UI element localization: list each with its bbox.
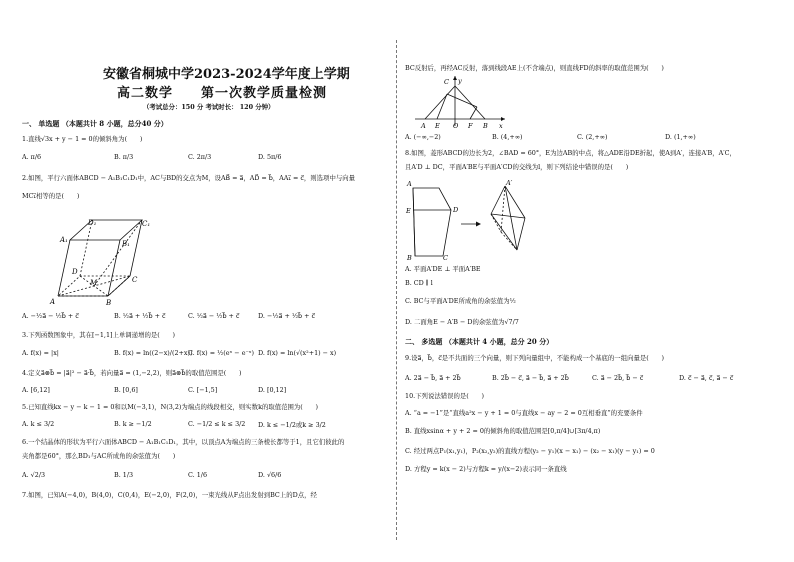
- label-D: D: [72, 268, 78, 276]
- q7-stem-line2: BC反射后，再经AC反射，落到线段AE上(不含端点)，则直线FD的斜率的取值范围为( ): [405, 64, 664, 72]
- label-F: F: [468, 122, 473, 130]
- label-B1: B₁: [122, 240, 130, 248]
- q7-option-d: D. (1,+∞): [665, 133, 696, 141]
- q8-option-a: A. 平面A′DE ⊥ 平面A′BE: [405, 265, 481, 273]
- q9-option-d: D. c⃗ − a⃗, c⃗, a⃗ − c⃗: [679, 374, 734, 382]
- label-C1: C₁: [142, 220, 151, 228]
- q5-option-b: B. k ≥ −1/2: [114, 420, 152, 428]
- label-A: A: [407, 180, 412, 188]
- right-column: [397, 0, 794, 562]
- q7-option-c: C. (2,+∞): [577, 133, 608, 141]
- light-reflection-figure: [411, 74, 507, 132]
- q9-stem: 9.设a⃗，b⃗，c⃗是不共面的三个向量，则下列向量组中，不能构成一个基底的一组向量是( ): [405, 354, 665, 362]
- q10-option-d: D. 方程y = k(x − 2)与方程k = y/(x−2)表示同一条直线: [405, 465, 567, 473]
- q8-option-d: D. 二面角E − A′B − D的余弦值为√7/7: [405, 318, 519, 326]
- label-O: O: [453, 122, 459, 130]
- label-C: C: [132, 276, 138, 284]
- q1-option-a: A. π/6: [22, 153, 42, 161]
- q2-option-d: D. −½a⃗ + ½b⃗ + c⃗: [258, 312, 316, 320]
- q2-option-b: B. ½a⃗ + ½b⃗ + c⃗: [114, 312, 166, 320]
- label-C: C: [444, 78, 449, 86]
- q6-stem-line1: 6.一个结晶体的形状为平行六面体ABCD − A₁B₁C₁D₁，其中，以顶点A为端点的三条棱长都等于1，且它们彼此的: [22, 438, 345, 446]
- label-M: M: [90, 279, 98, 287]
- rhombus-folding-figure: [405, 176, 535, 260]
- q10-option-c: C. 经过两点P₁(x₁,y₁)，P₂(x₂,y₂)的直线方程(y₂ − y₁)(x − x₁) − (x₂ − x₁)(y − y₁) = 0: [405, 447, 655, 455]
- q10-option-a: A. “a = −1”是“直线a²x − y + 1 = 0与直线x − ay − 2 = 0互相垂直”的充要条件: [405, 409, 643, 417]
- q8-option-c: C. BC与平面A′DE所成角的余弦值为½: [405, 297, 516, 305]
- q6-option-a: A. √2/3: [22, 471, 46, 479]
- q5-stem: 5.已知直线kx − y − k − 1 = 0和以M(−3,1)，N(3,2)为端点的线段相交，则实数k的取值范围为( ): [22, 403, 319, 411]
- q7-option-b: B. (4,+∞): [492, 133, 523, 141]
- q10-option-b: B. 直线xsinα + y + 2 = 0的倾斜角的取值范围是[0,π/4]∪[3π/4,π): [405, 427, 601, 435]
- q6-option-b: B. 1/3: [114, 471, 134, 479]
- q2-option-c: C. ½a⃗ − ½b⃗ + c⃗: [188, 312, 240, 320]
- q7-option-a: A. (−∞,−2): [405, 133, 441, 141]
- q8-option-b: B. CD ∥ l: [405, 279, 433, 287]
- label-B: B: [483, 122, 488, 130]
- q4-stem: 4.定义a⃗⊗b⃗ = |a⃗|² − a⃗·b⃗，若向量a⃗ = (1,−2,2)，则a⃗⊗b⃗的取值范围是( ): [22, 369, 242, 377]
- exam-info: （考试总分：150 分 考试时长： 120 分钟）: [143, 103, 275, 111]
- q6-option-c: C. 1/6: [188, 471, 208, 479]
- q5-option-a: A. k ≤ 3/2: [22, 420, 55, 428]
- label-A: A: [50, 298, 56, 306]
- q9-option-c: C. a⃗ − 2b⃗, b⃗ − c⃗: [592, 374, 644, 382]
- q3-option-d: D. f(x) = ln(√(x²+1) − x): [258, 349, 337, 357]
- label-D: D: [453, 206, 459, 214]
- q3-option-b: B. f(x) = ln((2−x)/(2+x)): [114, 349, 193, 357]
- q5-option-c: C. −1/2 ≤ k ≤ 3/2: [188, 420, 246, 428]
- q7-stem-line1: 7.如图，已知A(−4,0)，B(4,0)，C(0,4)，E(−2,0)，F(2,0)，一束光线从F点出发射到BC上的D点，经: [22, 491, 317, 499]
- section-heading-single-choice: 一、 单选题 （本题共计 8 小题，总分40 分）: [22, 119, 168, 128]
- label-A1: A₁: [60, 236, 68, 244]
- label-B: B: [407, 254, 412, 260]
- q8-stem-line2: 且A′D ⊥ DC，平面A′BE与平面A′CD的交线为l，则下列结论中错误的是( ): [405, 163, 629, 171]
- label-A-prime: A′: [506, 179, 513, 187]
- q3-option-a: A. f(x) = |x|: [22, 349, 59, 357]
- q2-option-a: A. −½a⃗ − ½b⃗ + c⃗: [22, 312, 79, 320]
- q4-option-d: D. [0,12]: [258, 386, 287, 394]
- q9-option-a: A. 2a⃗ − b⃗, a⃗ + 2b⃗: [405, 374, 461, 382]
- label-A: A: [421, 122, 426, 130]
- q1-option-c: C. 2π/3: [188, 153, 212, 161]
- label-y: y: [458, 77, 462, 85]
- q4-option-c: C. [−1,5]: [188, 386, 218, 394]
- q4-option-b: B. [0,6]: [114, 386, 138, 394]
- q2-stem-line2: MC₁⃗相等的是( ): [22, 192, 80, 200]
- q6-option-d: D. √6/6: [258, 471, 282, 479]
- q3-stem: 3.下列函数图象中，其在[−1,1]上单调递增的是( ): [22, 331, 176, 339]
- label-E: E: [406, 207, 411, 215]
- label-C: C: [443, 254, 448, 260]
- q8-stem-line1: 8.如图，菱形ABCD的边长为2，∠BAD = 60°，E为边AB的中点，将△ADE沿DE折起，使A到A′，连接A′B，A′C，: [405, 149, 736, 157]
- label-E: E: [435, 122, 440, 130]
- exam-subtitle: 高二数学 第一次教学质量检测: [117, 86, 328, 101]
- q4-option-a: A. [6,12]: [22, 386, 50, 394]
- q6-stem-line2: 夹角都是60°，那么BD₁与AC所成角的余弦值为( ): [22, 452, 176, 460]
- q1-option-d: D. 5π/6: [258, 153, 282, 161]
- q5-option-d: D. k ≤ −1/2或k ≥ 3/2: [258, 421, 326, 429]
- parallelepiped-figure: [48, 216, 158, 308]
- q9-option-b: B. 2b⃗ − c⃗, a⃗ − b⃗, a⃗ + 2b⃗: [492, 374, 569, 382]
- q1-option-b: B. π/3: [114, 153, 134, 161]
- label-x: x: [499, 122, 503, 130]
- exam-title: 安徽省桐城中学2023-2024学年度上学期: [103, 67, 350, 82]
- q10-stem: 10.下列说法错误的是( ): [405, 392, 485, 400]
- q1-stem: 1.直线√3x + y − 1 = 0的倾斜角为( ): [22, 135, 143, 143]
- label-B: B: [106, 299, 112, 307]
- section-heading-multi-choice: 二、 多选题 （本题共计 4 小题，总分 20 分）: [405, 337, 554, 346]
- q3-option-c: C. f(x) = ½(eˣ − e⁻ˣ): [188, 349, 255, 357]
- label-D1: D₁: [88, 219, 97, 227]
- q2-stem-line1: 2.如图，平行六面体ABCD − A₁B₁C₁D₁中，AC与BD的交点为M，设AB⃗ = a⃗，AD⃗ = b⃗，AA₁⃗ = c⃗，则选项中与向量: [22, 174, 356, 182]
